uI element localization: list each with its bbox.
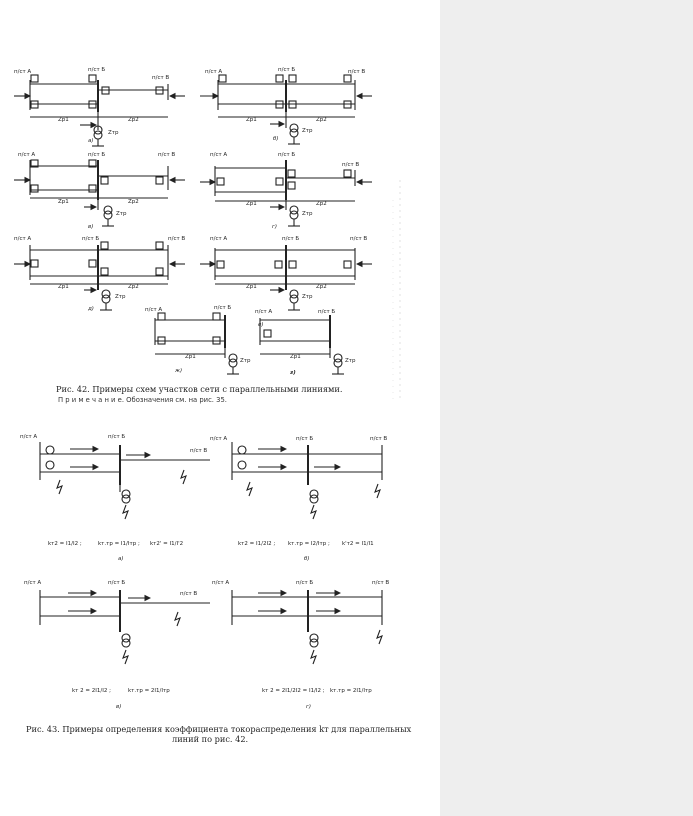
station-b-label: п/ст Б bbox=[82, 236, 100, 242]
fig42-scheme-a bbox=[14, 75, 185, 146]
station-a-label: п/ст А bbox=[205, 69, 223, 75]
z2-label: Zр2 bbox=[316, 117, 327, 123]
fig43-scheme-v bbox=[40, 590, 210, 664]
formula: kт.тр = 2I1/Iтр bbox=[128, 688, 170, 694]
station-v-label: п/ст В bbox=[372, 580, 390, 586]
station-b-label: п/ст Б bbox=[214, 305, 232, 311]
station-v-label: п/ст В bbox=[168, 236, 186, 242]
z1-label: Zр1 bbox=[290, 354, 301, 360]
sub-label: ж) bbox=[175, 368, 183, 374]
station-a-label: п/ст А bbox=[210, 436, 228, 442]
station-a-label: п/ст А bbox=[14, 69, 32, 75]
figure-43-caption-line1: Рис. 43. Примеры определения коэффициента токораспределения kт для параллельных bbox=[26, 724, 412, 734]
fig42-scheme-g bbox=[200, 160, 372, 226]
z1-label: Zр1 bbox=[58, 284, 69, 290]
z1-label: Zр1 bbox=[246, 117, 257, 123]
ztr-label: Zтр bbox=[108, 130, 119, 136]
sub-label: г) bbox=[272, 224, 278, 230]
sub-label: г) bbox=[306, 704, 312, 710]
formula: kт.тр = I2/Iтр ; bbox=[288, 541, 330, 547]
station-a-label: п/ст А bbox=[210, 152, 228, 158]
station-v-label: п/ст В bbox=[350, 236, 368, 242]
formula: kт 2 = 2I1/I2 ; bbox=[72, 688, 111, 694]
station-v-label: п/ст В bbox=[348, 69, 366, 75]
sub-label: б) bbox=[304, 556, 310, 562]
sub-label: з) bbox=[290, 370, 296, 376]
fig42-scheme-v bbox=[14, 160, 185, 226]
formula: kт.тр = I1/Iтр ; bbox=[98, 541, 140, 547]
station-a-label: п/ст А bbox=[24, 580, 42, 586]
fig42-scheme-b bbox=[200, 75, 372, 144]
station-v-label: п/ст В bbox=[180, 591, 198, 597]
station-b-label: п/ст Б bbox=[296, 580, 314, 586]
sub-label: б) bbox=[273, 136, 279, 142]
formula: kт2 = I1/I2 ; bbox=[48, 541, 82, 547]
formula: kт2' = I1/I'2 bbox=[150, 541, 184, 547]
fig42-scheme-e bbox=[200, 245, 372, 310]
station-a-label: п/ст А bbox=[18, 152, 36, 158]
note-text: Обозначения см. на рис. 35. bbox=[126, 396, 227, 404]
ztr-label: Zтр bbox=[240, 358, 251, 364]
station-a-label: п/ст А bbox=[255, 309, 273, 315]
z1-label: Zр1 bbox=[246, 201, 257, 207]
figure-43-caption-line2: линий по рис. 42. bbox=[172, 734, 249, 744]
fig42-labels bbox=[14, 67, 367, 376]
station-v-label: п/ст В bbox=[190, 448, 208, 454]
station-a-label: п/ст А bbox=[212, 580, 230, 586]
note-label: П р и м е ч а н и е. bbox=[58, 396, 124, 404]
station-v-label: п/ст В bbox=[370, 436, 388, 442]
formula: k'т2 = I1/I1 bbox=[342, 541, 374, 547]
formula: kт.тр = 2I1/Iтр bbox=[330, 688, 372, 694]
station-v-label: п/ст В bbox=[158, 152, 176, 158]
ztr-label: Zтр bbox=[115, 294, 126, 300]
station-b-label: п/ст Б bbox=[278, 152, 296, 158]
fig42-scheme-z bbox=[260, 315, 344, 374]
fig43-scheme-b bbox=[232, 442, 382, 519]
sub-label: а) bbox=[88, 138, 94, 144]
station-a-label: п/ст А bbox=[145, 307, 163, 313]
station-b-label: п/ст Б bbox=[108, 434, 126, 440]
figure-42-note bbox=[58, 396, 227, 404]
station-a-label: п/ст А bbox=[14, 236, 32, 242]
sub-label: е) bbox=[258, 322, 264, 328]
fig43-labels bbox=[20, 434, 389, 710]
z1-label: Zр1 bbox=[185, 354, 196, 360]
station-b-label: п/ст Б bbox=[88, 152, 106, 158]
sub-label: д) bbox=[88, 306, 94, 312]
z1-label: Zр1 bbox=[58, 199, 69, 205]
fig42-scheme-zh bbox=[155, 313, 239, 374]
fig42-scheme-d bbox=[14, 242, 185, 310]
ztr-label: Zтр bbox=[302, 211, 313, 217]
station-v-label: п/ст В bbox=[342, 162, 360, 168]
sub-label: в) bbox=[88, 224, 94, 230]
station-b-label: п/ст Б bbox=[296, 436, 314, 442]
ztr-label: Zтр bbox=[345, 358, 356, 364]
figure-42-caption: Рис. 42. Примеры схем участков сети с параллельными линиями. bbox=[56, 384, 343, 394]
ztr-label: Zтр bbox=[116, 211, 127, 217]
station-b-label: п/ст Б bbox=[278, 67, 296, 73]
station-b-label: п/ст Б bbox=[108, 580, 126, 586]
z1-label: Zр1 bbox=[58, 117, 69, 123]
station-v-label: п/ст В bbox=[152, 75, 170, 81]
z2-label: Zр2 bbox=[128, 117, 139, 123]
station-b-label: п/ст Б bbox=[318, 309, 336, 315]
station-b-label: п/ст Б bbox=[282, 236, 300, 242]
sub-label: в) bbox=[116, 704, 122, 710]
sub-label: а) bbox=[118, 556, 124, 562]
formula: kт 2 = 2I1/2I2 = I1/I2 ; bbox=[262, 688, 325, 694]
station-a-label: п/ст А bbox=[210, 236, 228, 242]
formula: kт2 = I1/2I2 ; bbox=[238, 541, 276, 547]
ztr-label: Zтр bbox=[302, 294, 313, 300]
z2-label: Zр2 bbox=[128, 284, 139, 290]
station-b-label: п/ст Б bbox=[88, 67, 106, 73]
z1-label: Zр1 bbox=[246, 284, 257, 290]
ztr-label: Zтр bbox=[302, 128, 313, 134]
fig43-scheme-g bbox=[232, 590, 382, 664]
z2-label: Zр2 bbox=[128, 199, 139, 205]
z2-label: Zр2 bbox=[316, 284, 327, 290]
z2-label: Zр2 bbox=[316, 201, 327, 207]
station-a-label: п/ст А bbox=[20, 434, 38, 440]
fig43-scheme-a bbox=[40, 442, 210, 519]
